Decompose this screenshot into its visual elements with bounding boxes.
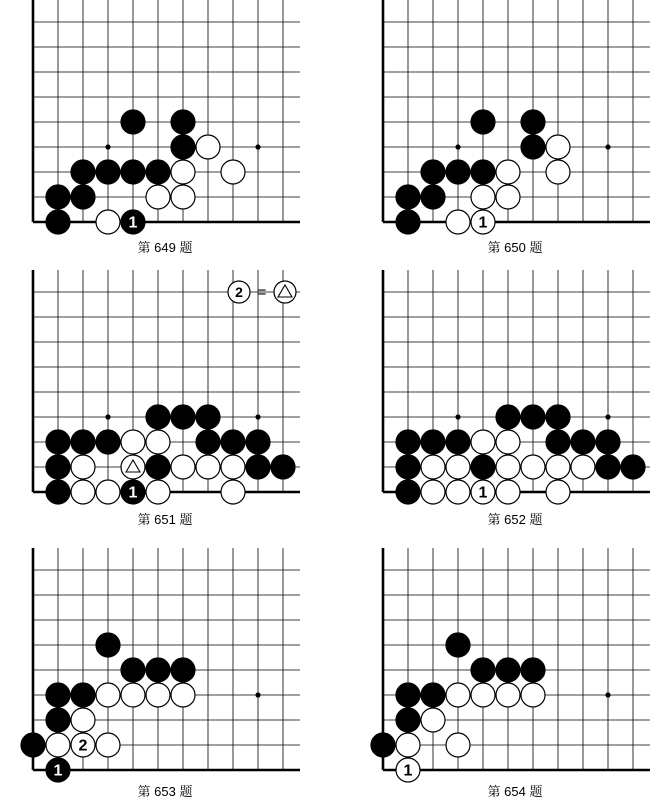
black-stone bbox=[421, 683, 445, 707]
white-stone bbox=[46, 733, 70, 757]
white-stone bbox=[446, 210, 470, 234]
black-stone bbox=[571, 430, 595, 454]
black-stone bbox=[46, 758, 70, 782]
black-stone bbox=[46, 210, 70, 234]
problem-panel-649 bbox=[33, 0, 300, 255]
black-stone bbox=[121, 658, 145, 682]
black-stone bbox=[46, 683, 70, 707]
move-number: 2 bbox=[78, 737, 88, 755]
problem-panel-650 bbox=[383, 0, 650, 255]
star-point bbox=[605, 414, 610, 419]
white-stone bbox=[446, 480, 470, 504]
black-stone bbox=[196, 405, 220, 429]
black-stone bbox=[46, 455, 70, 479]
white-stone bbox=[521, 683, 545, 707]
black-stone bbox=[46, 185, 70, 209]
black-stone bbox=[21, 733, 45, 757]
problem-caption: 第 652 题 bbox=[487, 512, 543, 527]
black-stone bbox=[171, 135, 195, 159]
star-point bbox=[255, 414, 260, 419]
black-stone bbox=[396, 480, 420, 504]
white-stone bbox=[571, 455, 595, 479]
black-stone bbox=[46, 430, 70, 454]
white-stone bbox=[146, 683, 170, 707]
white-stone bbox=[171, 160, 195, 184]
black-stone bbox=[46, 480, 70, 504]
problem-panel-654 bbox=[371, 548, 650, 799]
black-stone bbox=[521, 658, 545, 682]
move-number: 1 bbox=[403, 762, 413, 780]
star-point bbox=[605, 692, 610, 697]
black-stone bbox=[421, 430, 445, 454]
white-stone bbox=[146, 480, 170, 504]
move-number: 1 bbox=[53, 762, 63, 780]
legend bbox=[228, 281, 296, 303]
white-stone bbox=[496, 430, 520, 454]
black-stone bbox=[471, 160, 495, 184]
white-stone bbox=[196, 135, 220, 159]
black-stone bbox=[496, 405, 520, 429]
board-grid bbox=[383, 548, 650, 770]
white-stone bbox=[121, 430, 145, 454]
star-point bbox=[455, 144, 460, 149]
black-stone bbox=[96, 430, 120, 454]
white-stone bbox=[446, 455, 470, 479]
white-stone bbox=[71, 480, 95, 504]
black-stone bbox=[396, 683, 420, 707]
black-stone bbox=[121, 110, 145, 134]
black-stone bbox=[121, 160, 145, 184]
move-number: 1 bbox=[128, 214, 138, 232]
white-stone bbox=[496, 160, 520, 184]
white-stone bbox=[96, 480, 120, 504]
black-stone bbox=[621, 455, 645, 479]
black-stone bbox=[71, 160, 95, 184]
black-stone bbox=[446, 633, 470, 657]
move-number: 1 bbox=[128, 484, 138, 502]
white-stone bbox=[471, 683, 495, 707]
legend-move-number: 2 bbox=[235, 284, 243, 300]
black-stone bbox=[146, 405, 170, 429]
black-stone bbox=[146, 455, 170, 479]
white-stone bbox=[421, 480, 445, 504]
white-stone bbox=[521, 455, 545, 479]
white-stone bbox=[396, 758, 420, 782]
white-stone bbox=[496, 185, 520, 209]
black-stone bbox=[596, 430, 620, 454]
white-stone bbox=[496, 683, 520, 707]
white-stone bbox=[96, 683, 120, 707]
black-stone bbox=[396, 210, 420, 234]
black-stone bbox=[521, 135, 545, 159]
problem-caption: 第 649 题 bbox=[137, 240, 193, 255]
white-stone bbox=[221, 480, 245, 504]
legend-equals: = bbox=[257, 284, 267, 301]
white-stone bbox=[146, 185, 170, 209]
white-stone bbox=[496, 455, 520, 479]
black-stone bbox=[71, 683, 95, 707]
black-stone bbox=[121, 480, 145, 504]
white-stone bbox=[71, 455, 95, 479]
white-stone bbox=[446, 733, 470, 757]
black-stone bbox=[596, 455, 620, 479]
black-stone bbox=[196, 430, 220, 454]
black-stone bbox=[171, 405, 195, 429]
star-point bbox=[255, 144, 260, 149]
white-stone bbox=[196, 455, 220, 479]
white-stone bbox=[396, 733, 420, 757]
black-stone bbox=[521, 110, 545, 134]
black-stone bbox=[46, 708, 70, 732]
black-stone bbox=[146, 658, 170, 682]
white-stone bbox=[71, 733, 95, 757]
black-stone bbox=[396, 430, 420, 454]
black-stone bbox=[546, 430, 570, 454]
black-stone bbox=[171, 110, 195, 134]
black-stone bbox=[396, 185, 420, 209]
white-stone bbox=[471, 210, 495, 234]
black-stone bbox=[246, 430, 270, 454]
white-stone bbox=[421, 455, 445, 479]
black-stone bbox=[96, 633, 120, 657]
black-stone bbox=[471, 658, 495, 682]
problem-panel-653 bbox=[21, 548, 300, 799]
star-point bbox=[605, 144, 610, 149]
move-number: 1 bbox=[478, 484, 488, 502]
white-stone bbox=[471, 430, 495, 454]
white-stone bbox=[121, 455, 145, 479]
white-stone bbox=[146, 430, 170, 454]
problem-caption: 第 650 题 bbox=[487, 240, 543, 255]
black-stone bbox=[521, 405, 545, 429]
problem-caption: 第 654 题 bbox=[487, 784, 543, 799]
white-stone bbox=[546, 455, 570, 479]
black-stone bbox=[496, 658, 520, 682]
white-stone bbox=[171, 455, 195, 479]
black-stone bbox=[446, 160, 470, 184]
white-stone bbox=[71, 708, 95, 732]
board-grid bbox=[33, 548, 300, 770]
black-stone bbox=[471, 455, 495, 479]
problem-caption: 第 653 题 bbox=[137, 784, 193, 799]
black-stone bbox=[121, 210, 145, 234]
problem-caption: 第 651 题 bbox=[137, 512, 193, 527]
black-stone bbox=[71, 430, 95, 454]
black-stone bbox=[96, 160, 120, 184]
white-stone bbox=[96, 733, 120, 757]
white-stone bbox=[496, 480, 520, 504]
star-point bbox=[105, 414, 110, 419]
star-point bbox=[455, 414, 460, 419]
black-stone bbox=[71, 185, 95, 209]
black-stone bbox=[246, 455, 270, 479]
problem-panel-652 bbox=[383, 270, 650, 527]
white-stone bbox=[421, 708, 445, 732]
black-stone bbox=[146, 160, 170, 184]
white-stone bbox=[221, 455, 245, 479]
white-stone bbox=[446, 683, 470, 707]
black-stone bbox=[471, 110, 495, 134]
star-point bbox=[255, 692, 260, 697]
black-stone bbox=[396, 708, 420, 732]
white-stone bbox=[471, 185, 495, 209]
black-stone bbox=[546, 405, 570, 429]
black-stone bbox=[371, 733, 395, 757]
black-stone bbox=[446, 430, 470, 454]
black-stone bbox=[396, 455, 420, 479]
problem-panel-651 bbox=[33, 270, 300, 527]
white-stone bbox=[121, 683, 145, 707]
white-stone bbox=[471, 480, 495, 504]
move-number: 1 bbox=[478, 214, 488, 232]
white-stone bbox=[546, 135, 570, 159]
white-stone bbox=[171, 683, 195, 707]
black-stone bbox=[171, 658, 195, 682]
white-stone bbox=[546, 480, 570, 504]
star-point bbox=[105, 144, 110, 149]
black-stone bbox=[421, 185, 445, 209]
black-stone bbox=[221, 430, 245, 454]
white-stone bbox=[171, 185, 195, 209]
black-stone bbox=[421, 160, 445, 184]
white-stone bbox=[546, 160, 570, 184]
black-stone bbox=[271, 455, 295, 479]
white-stone bbox=[96, 210, 120, 234]
white-stone bbox=[221, 160, 245, 184]
